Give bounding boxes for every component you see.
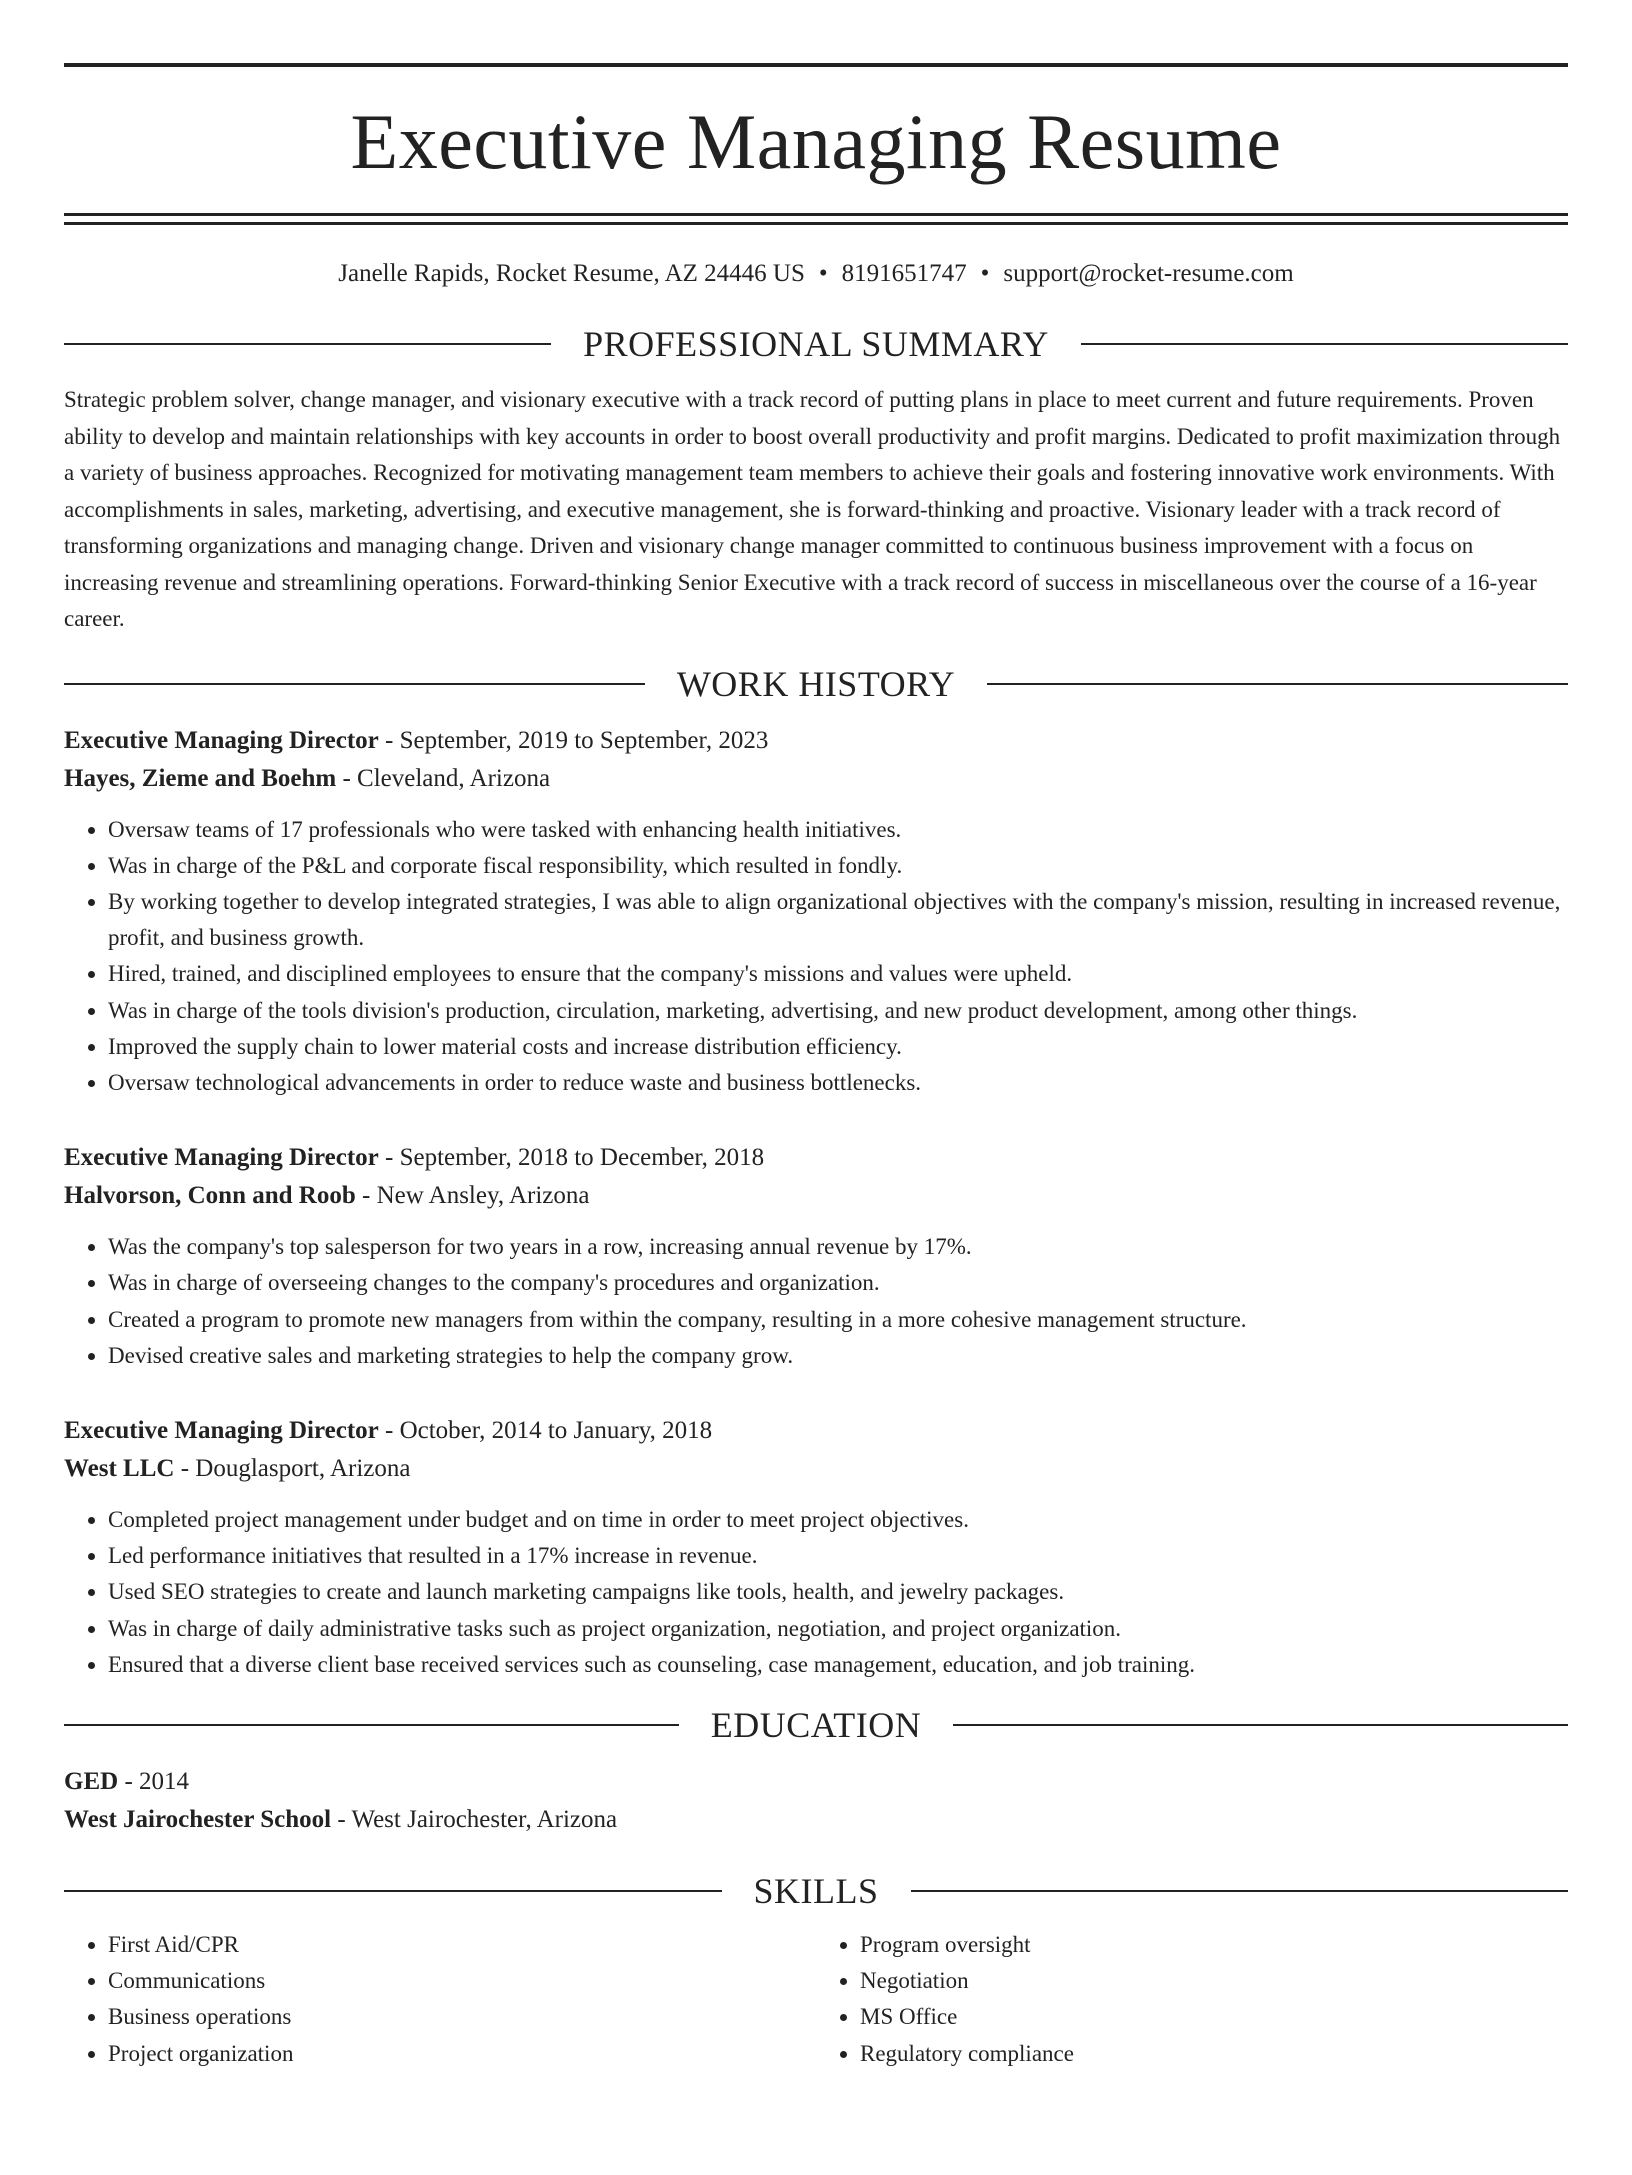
title-double-rule bbox=[64, 213, 1568, 225]
job-location: - Cleveland, Arizona bbox=[336, 764, 551, 792]
job-company-line bbox=[64, 760, 1568, 798]
education-location: - West Jairochester, Arizona bbox=[331, 1805, 618, 1833]
education-school: West Jairochester School bbox=[64, 1805, 332, 1833]
job-title-line bbox=[64, 1412, 1568, 1450]
education-year: - 2014 bbox=[118, 1767, 190, 1795]
section-rule bbox=[64, 683, 645, 685]
job-dates: - October, 2014 to January, 2018 bbox=[378, 1416, 713, 1444]
job-bullet: • Was in charge of overseeing changes to the company's procedures and organization. bbox=[108, 1265, 1568, 1301]
job-bullet: • Was in charge of the tools division's production, circulation, marketing, advertising, and new product development, among other things. bbox=[108, 993, 1568, 1029]
job-bullet: • By working together to develop integrated strategies, I was able to align organizational objectives with the company's mission, resulting in increased revenue, profit, and business growth. bbox=[108, 884, 1568, 956]
skill-item: • Negotiation bbox=[860, 1963, 1568, 1999]
skill-item: • Regulatory compliance bbox=[860, 2036, 1568, 2072]
job-company-line bbox=[64, 1177, 1568, 1215]
job-title: Executive Managing Director bbox=[64, 1416, 379, 1444]
job-entry bbox=[64, 722, 1568, 1102]
job-title-line bbox=[64, 1139, 1568, 1177]
resume-page bbox=[0, 63, 1632, 2175]
job-company: Hayes, Zieme and Boehm bbox=[64, 764, 337, 792]
job-bullet: • Improved the supply chain to lower material costs and increase distribution efficiency. bbox=[108, 1029, 1568, 1065]
section-rule bbox=[64, 1724, 679, 1726]
skills-list-right bbox=[816, 1927, 1568, 2072]
job-bullet: • Oversaw teams of 17 professionals who were tasked with enhancing health initiatives. bbox=[108, 812, 1568, 848]
job-bullet: • Oversaw technological advancements in order to reduce waste and business bottlenecks. bbox=[108, 1065, 1568, 1101]
job-company-line bbox=[64, 1450, 1568, 1488]
job-bullet: • Devised creative sales and marketing strategies to help the company grow. bbox=[108, 1338, 1568, 1374]
job-bullet: • Hired, trained, and disciplined employees to ensure that the company's missions and values were upheld. bbox=[108, 956, 1568, 992]
section-rule bbox=[64, 1890, 722, 1892]
section-rule bbox=[953, 1724, 1568, 1726]
job-bullet: • Led performance initiatives that resulted in a 17% increase in revenue. bbox=[108, 1538, 1568, 1574]
contact-phone: 8191651747 bbox=[841, 260, 967, 287]
skills-list-left bbox=[64, 1927, 816, 2072]
section-header-education bbox=[64, 1704, 1568, 1745]
section-title-skills: SKILLS bbox=[753, 1870, 879, 1911]
job-bullet: • Was in charge of daily administrative tasks such as project organization, negotiation, and project organization. bbox=[108, 1611, 1568, 1647]
top-rule bbox=[64, 63, 1568, 67]
summary-paragraph: Strategic problem solver, change manager, and visionary executive with a track record of putting plans in place to meet current and future requirements. Proven ability to develop and maintain relationships with key accounts in order to boost overall productivity and profit margins. Dedicated to profit maximization through a variety of business approaches. Recognized for motivating management team members to achieve their goals and fostering innovative work environments. With accomplishments in sales, marketing, advertising, and executive management, she is forward-thinking and proactive. Visionary leader with a track record of transforming organizations and managing change. Driven and visionary change manager committed to continuous business improvement with a focus on increasing revenue and streamlining operations. Forward-thinking Senior Executive with a track record of success in miscellaneous over the course of a 16-year career. bbox=[64, 387, 1561, 631]
job-bullet: • Was in charge of the P&L and corporate fiscal responsibility, which resulted in fondly. bbox=[108, 848, 1568, 884]
job-bullet: • Was the company's top salesperson for two years in a row, increasing annual revenue by 17%. bbox=[108, 1229, 1568, 1265]
contact-separator: • bbox=[980, 260, 990, 287]
contact-email: support@rocket-resume.com bbox=[1003, 260, 1294, 287]
skills-columns bbox=[64, 1927, 1568, 2072]
education-degree-line bbox=[64, 1763, 1568, 1801]
skill-item: • MS Office bbox=[860, 1999, 1568, 2035]
job-title: Executive Managing Director bbox=[64, 1144, 379, 1172]
job-bullets bbox=[64, 812, 1568, 1102]
contact-line bbox=[64, 261, 1568, 286]
job-bullet: • Completed project management under budget and on time in order to meet project objectives. bbox=[108, 1502, 1568, 1538]
section-rule bbox=[911, 1890, 1569, 1892]
education-school-line bbox=[64, 1801, 1568, 1839]
job-bullets bbox=[64, 1229, 1568, 1374]
section-title-work: WORK HISTORY bbox=[676, 663, 956, 704]
section-header-summary bbox=[64, 326, 1568, 362]
section-rule bbox=[987, 683, 1568, 685]
job-title-line bbox=[64, 722, 1568, 760]
section-rule bbox=[1081, 343, 1568, 345]
contact-separator: • bbox=[818, 260, 828, 287]
job-company: Halvorson, Conn and Roob bbox=[64, 1182, 356, 1210]
job-dates: - September, 2019 to September, 2023 bbox=[378, 726, 769, 754]
skill-item: • First Aid/CPR bbox=[108, 1927, 816, 1963]
section-rule bbox=[64, 343, 551, 345]
job-bullet: • Used SEO strategies to create and launch marketing campaigns like tools, health, and jewelry packages. bbox=[108, 1574, 1568, 1610]
job-bullets bbox=[64, 1502, 1568, 1683]
job-dates: - September, 2018 to December, 2018 bbox=[378, 1144, 765, 1172]
contact-address: Janelle Rapids, Rocket Resume, AZ 24446 US bbox=[338, 260, 805, 287]
job-bullet: • Created a program to promote new managers from within the company, resulting in a more cohesive management structure. bbox=[108, 1302, 1568, 1338]
job-location: - New Ansley, Arizona bbox=[355, 1182, 590, 1210]
skill-item: • Business operations bbox=[108, 1999, 816, 2035]
resume-title: Executive Managing Resume bbox=[350, 98, 1282, 185]
skill-item: • Project organization bbox=[108, 2036, 816, 2072]
job-location: - Douglasport, Arizona bbox=[174, 1454, 411, 1482]
education-entry bbox=[64, 1763, 1568, 1839]
section-title-education: EDUCATION bbox=[710, 1704, 922, 1745]
section-title-summary: PROFESSIONAL SUMMARY bbox=[583, 324, 1049, 364]
skill-item: • Program oversight bbox=[860, 1927, 1568, 1963]
education-degree: GED bbox=[64, 1767, 119, 1795]
job-company: West LLC bbox=[64, 1454, 175, 1482]
job-entry bbox=[64, 1139, 1568, 1374]
job-title: Executive Managing Director bbox=[64, 726, 379, 754]
section-header-work bbox=[64, 663, 1568, 704]
skill-item: • Communications bbox=[108, 1963, 816, 1999]
job-entry bbox=[64, 1412, 1568, 1683]
job-bullet: • Ensured that a diverse client base received services such as counseling, case management, education, and job training. bbox=[108, 1647, 1568, 1683]
section-header-skills bbox=[64, 1870, 1568, 1911]
